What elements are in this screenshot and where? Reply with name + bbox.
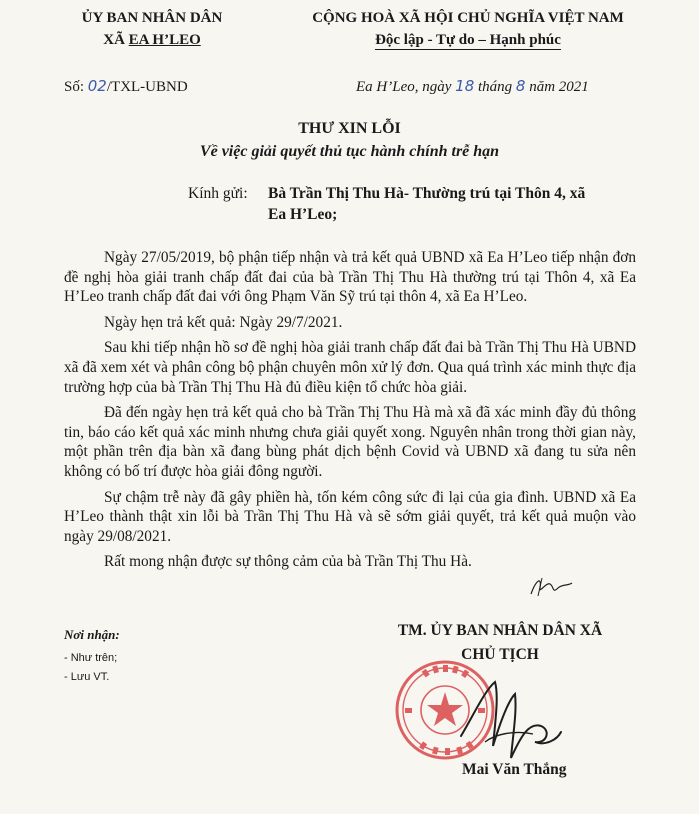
document-number-code: /TXL-UBND [106, 79, 188, 95]
letter-subtitle: Về việc giải quyết thủ tục hành chính trễ hạn [199, 143, 500, 160]
body-paragraph: Ngày hẹn trả kết quả: Ngày 29/7/2021. [104, 313, 343, 331]
place-and-date [356, 77, 589, 96]
issuing-org-line1: ỦY BAN NHÂN DÂN [81, 10, 223, 26]
month-label: tháng [478, 79, 513, 95]
date-month-handwritten: 8 [515, 77, 526, 95]
body-paragraph: Sau khi tiếp nhận hồ sơ đề nghị hòa giải tranh chấp đất đai bà Trần Thị Thu Hà UBND xã đã xem xét và phân công bộ phận chuyên môn xử lý đơn. Qua quá trình xác minh thực địa trường hợp của bà Trần Thị Thu Hà đủ điều kiện tổ chức hòa giải. [64, 339, 636, 396]
recipients-label: Nơi nhận: [64, 627, 120, 642]
document-number-handwritten: 02 [87, 77, 107, 95]
national-motto [268, 32, 668, 49]
national-motto-text: Độc lập - Tự do – Hạnh phúc [375, 32, 561, 48]
body-paragraph: Sự chậm trễ này đã gây phiền hà, tốn kém công sức đi lại của gia đình. UBND xã Ea H’Leo thành thật xin lỗi bà Trần Thị Thu Hà và sẽ sớm giải quyết, trả kết quả muộn vào ngày 29/08/2021. [64, 488, 636, 545]
recipients-item: - Lưu VT. [64, 671, 110, 683]
signer-name: Mai Văn Thắng [462, 761, 567, 778]
letter-title: THƯ XIN LỖI [298, 120, 401, 137]
initial-scribble-icon [528, 572, 574, 600]
body-paragraph: Ngày 27/05/2019, bộ phận tiếp nhận và trả kết quả UBND xã Ea H’Leo tiếp nhận đơn đề nghị hòa giải tranh chấp đất đai của bà Trần Thị Thu Hà thường trú tại Thôn 4, xã Ea H’Leo tranh chấp đất đai với ông Phạm Văn Sỹ trú tại thôn 4, xã Ea H’Leo. [64, 249, 636, 306]
recipient-label: Kính gửi: [188, 185, 248, 202]
document-number-label: Số: [64, 79, 88, 95]
recipients-item: - Như trên; [64, 652, 118, 664]
national-title: CỘNG HOÀ XÃ HỘI CHỦ NGHĨA VIỆT NAM [312, 10, 624, 26]
place-label: Ea H’Leo, ngày [356, 79, 452, 95]
recipient-line2: Ea H’Leo; [268, 206, 338, 223]
issuing-org-name: EA H’LEO [128, 32, 201, 48]
issuing-org-prefix: XÃ [103, 32, 129, 48]
letter-body [64, 248, 636, 578]
recipient-line1: Bà Trần Thị Thu Hà- Thường trú tại Thôn 4, xã [268, 185, 586, 202]
document-number [64, 77, 188, 96]
signature-on-behalf: TM. ỦY BAN NHÂN DÂN XÃ [397, 622, 603, 639]
body-paragraph: Đã đến ngày hẹn trả kết quả cho bà Trần Thị Thu Hà mà xã đã xác minh đầy đủ thông tin, báo cáo kết quả xác minh nhưng chưa giải quyết xong. Nguyên nhân trong thời gian này, một phần trên địa bàn xã đang bùng phát dịch bệnh Covid và UBND xã đang tu sửa nên không có bố trí được hòa giải đông người. [64, 404, 636, 480]
signature-position: CHỦ TỊCH [461, 646, 539, 663]
body-paragraph: Rất mong nhận được sự thông cảm của bà Trần Thị Thu Hà. [104, 553, 472, 571]
handwritten-signature-icon [455, 676, 565, 766]
year-label: năm 2021 [529, 79, 589, 95]
date-day-handwritten: 18 [455, 77, 475, 95]
issuing-org-line2 [64, 32, 240, 49]
